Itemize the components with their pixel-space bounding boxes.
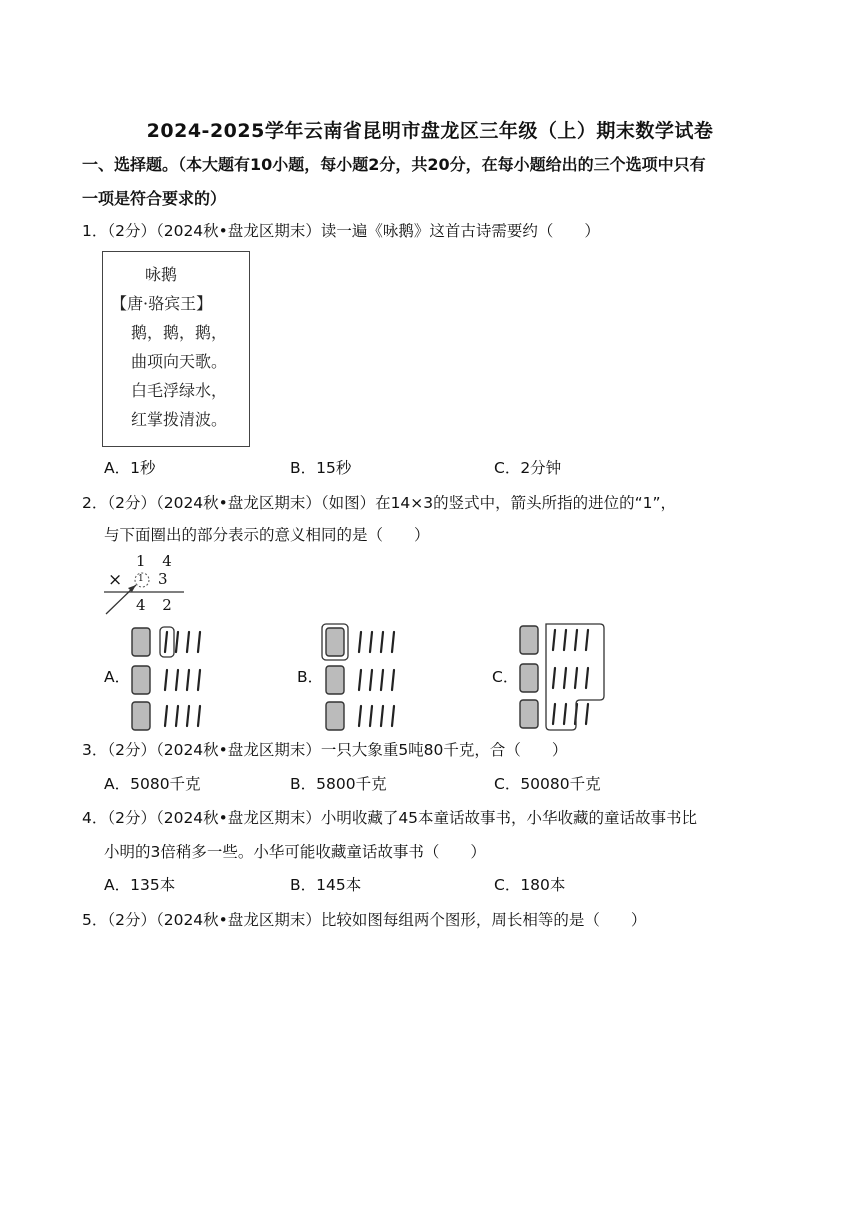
page-title: 2024-2025学年云南省昆明市盘龙区三年级（上）期末数学试卷 (146, 120, 714, 142)
poem-line: 鹅，鹅，鹅， (131, 323, 228, 342)
poem-box (102, 251, 250, 447)
multiplier: 3 (158, 570, 168, 588)
vertical-multiplication (100, 552, 190, 616)
q3-option-c[interactable]: C．50080千克 (494, 775, 601, 793)
poem-author: 【唐·骆宾王】 (111, 294, 213, 313)
multiplicand: 1 4 (136, 552, 178, 570)
q3-option-a[interactable]: A．5080千克 (104, 775, 201, 793)
times-sign: × (108, 570, 123, 590)
question-4-text-cont: 小明的3倍稍多一些。小华可能收藏童话故事书（ ） (104, 843, 486, 861)
q3-option-b[interactable]: B．5800千克 (290, 775, 387, 793)
q1-option-c[interactable]: C．2分钟 (494, 459, 562, 477)
q2-option-a-sticks-image[interactable] (122, 622, 222, 732)
vertical-lines (100, 552, 190, 616)
poem-line: 白毛浮绿水， (131, 381, 228, 400)
question-3-text: 3．（2分）（2024秋•盘龙区期末）一只大象重5吨80千克，合（ ） (82, 741, 568, 759)
section-heading-1: 一、选择题。（本大题有10小题，每小题2分，共20分，在每小题给出的三个选项中只有 (82, 155, 706, 174)
q2-option-b-sticks-image[interactable] (316, 622, 416, 732)
question-2-text-cont: 与下面圈出的部分表示的意义相同的是（ ） (104, 526, 430, 544)
q4-option-c[interactable]: C．180本 (494, 876, 566, 894)
question-1-text: 1．（2分）（2024秋•盘龙区期末）读一遍《咏鹅》这首古诗需要约（ ） (82, 222, 600, 240)
q2-option-c-label[interactable]: C． (492, 668, 519, 686)
question-4-text: 4．（2分）（2024秋•盘龙区期末）小明收藏了45本童话故事书，小华收藏的童话故事书比 (82, 809, 698, 827)
product: 4 2 (136, 596, 178, 614)
q4-option-b[interactable]: B．145本 (290, 876, 362, 894)
q1-option-a[interactable]: A．1秒 (104, 459, 156, 477)
poem-title: 咏鹅 (145, 265, 178, 284)
section-heading-1-cont: 一项是符合要求的） (82, 189, 227, 208)
q2-option-a-label[interactable]: A． (104, 668, 131, 686)
poem-line: 曲项向天歌。 (131, 352, 228, 371)
carry-digit: 1 (138, 574, 144, 584)
q4-option-a[interactable]: A．135本 (104, 876, 176, 894)
q2-option-b-label[interactable]: B． (297, 668, 324, 686)
q1-option-b[interactable]: B．15秒 (290, 459, 352, 477)
question-5-text: 5．（2分）（2024秋•盘龙区期末）比较如图每组两个图形，周长相等的是（ ） (82, 911, 647, 929)
poem-line: 红掌拨清波。 (131, 410, 228, 429)
q2-option-c-sticks-image[interactable] (510, 618, 610, 732)
question-2-text: 2．（2分）（2024秋•盘龙区期末）（如图）在14×3的竖式中，箭头所指的进位的“1”， (82, 494, 677, 512)
